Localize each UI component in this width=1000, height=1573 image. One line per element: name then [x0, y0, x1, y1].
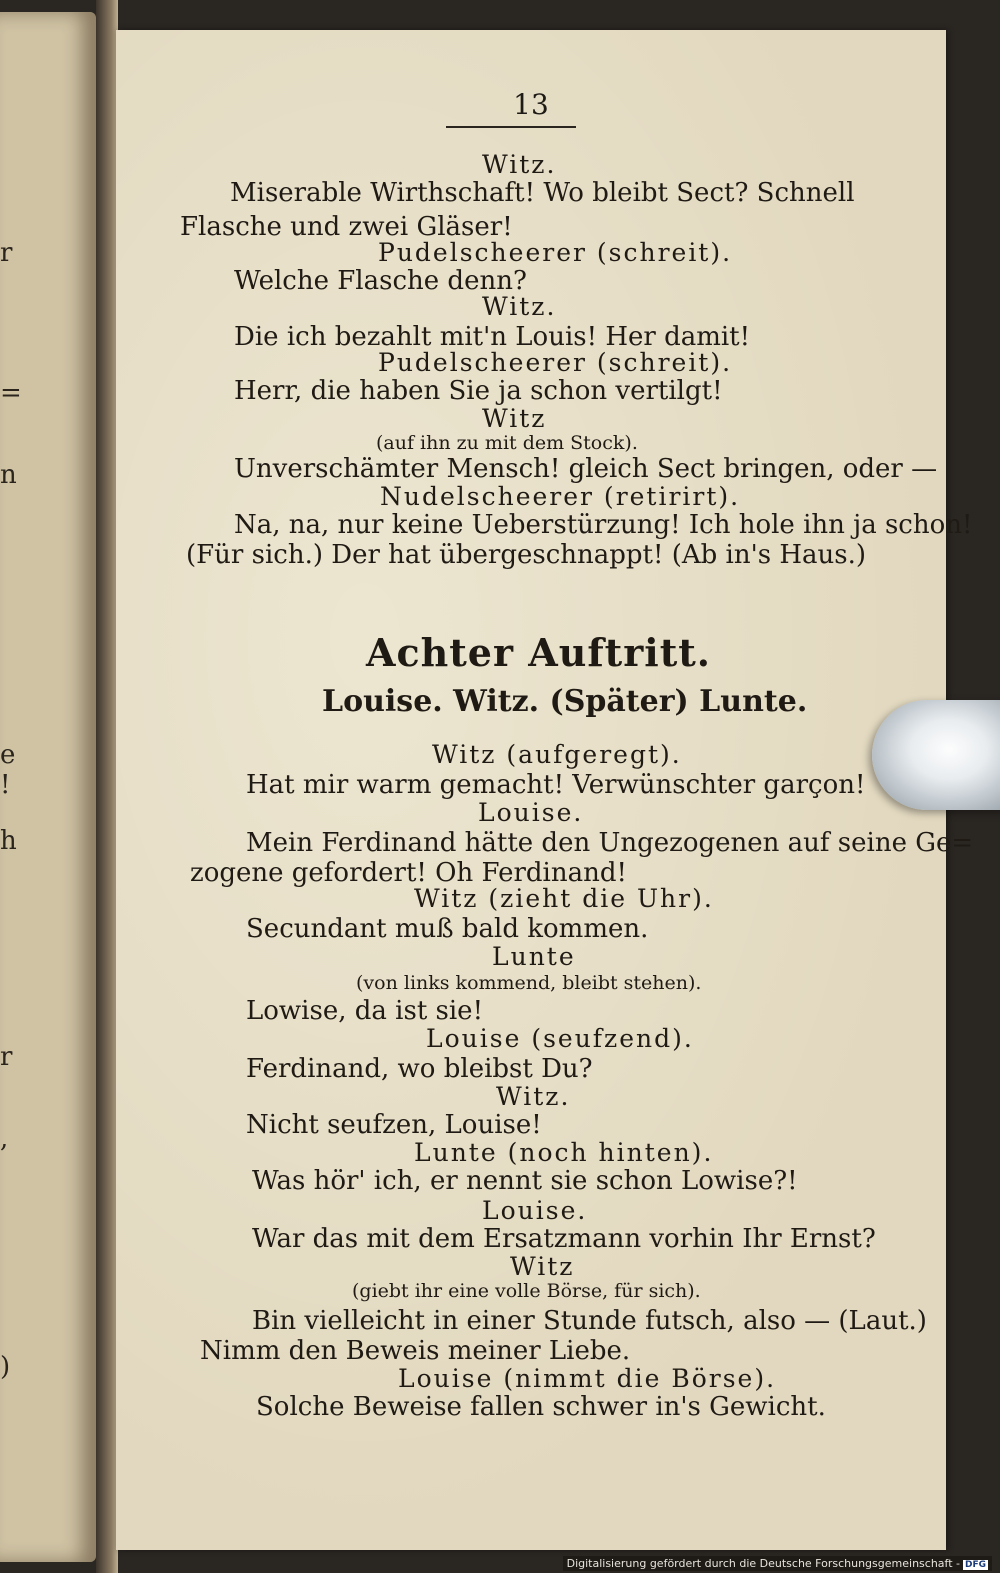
dialogue-line: zogene gefordert! Oh Ferdinand! — [190, 858, 627, 888]
dialogue-line: Miserable Wirthschaft! Wo bleibt Sect? Schnell — [230, 178, 855, 208]
speaker-name: Witz (zieht die Uhr). — [414, 884, 714, 913]
speaker-name: Louise (seufzend). — [426, 1024, 694, 1053]
dialogue-line: Bin vielleicht in einer Stunde futsch, also — (Laut.) — [252, 1306, 927, 1336]
speaker-name: Witz. — [496, 1082, 571, 1111]
dialogue-line: Herr, die haben Sie ja schon vertilgt! — [234, 376, 723, 406]
speaker-name: Witz. — [482, 292, 557, 321]
stage-direction: (auf ihn zu mit dem Stock). — [376, 432, 638, 454]
speaker-name: Pudelscheerer (schreit). — [378, 238, 733, 267]
speaker-name: Nudelscheerer (retirirt). — [380, 482, 741, 511]
speaker-name: Louise. — [478, 798, 584, 827]
speaker-name: Lunte (noch hinten). — [414, 1138, 714, 1167]
dialogue-line: Ferdinand, wo bleibst Du? — [246, 1054, 593, 1084]
dialogue-line: Na, na, nur keine Ueberstürzung! Ich hole ihn ja schon! — [234, 510, 973, 540]
speaker-name: Louise. — [482, 1196, 588, 1225]
dialogue-line: Lowise, da ist sie! — [246, 996, 484, 1026]
left-fragment: = — [0, 378, 22, 408]
scene-characters: Louise. Witz. (Später) Lunte. — [322, 684, 808, 719]
dialogue-line: Secundant muß bald kommen. — [246, 914, 649, 944]
dialogue-line: Unverschämter Mensch! gleich Sect bringen, oder — — [234, 454, 938, 484]
left-page-edge — [0, 12, 96, 1562]
dialogue-line: (Für sich.) Der hat übergeschnappt! (Ab in's Haus.) — [186, 540, 867, 570]
speaker-name: Witz — [482, 404, 547, 433]
page-number: 13 — [513, 88, 549, 121]
left-fragment: r — [0, 238, 13, 268]
left-fragment: r — [0, 1042, 13, 1072]
left-fragment: h — [0, 826, 17, 856]
left-fragment: ) — [0, 1352, 11, 1382]
dialogue-line: Flasche und zwei Gläser! — [180, 212, 513, 242]
book-gutter — [96, 0, 118, 1573]
dialogue-line: Was hör' ich, er nennt sie schon Lowise?! — [252, 1166, 798, 1196]
footer-text: Digitalisierung gefördert durch die Deutsche Forschungsgemeinschaft - — [566, 1557, 960, 1570]
left-fragment: n — [0, 460, 17, 490]
dialogue-line: Nimm den Beweis meiner Liebe. — [200, 1336, 631, 1366]
dialogue-line: Die ich bezahlt mit'n Louis! Her damit! — [234, 322, 751, 352]
dialogue-line: Welche Flasche denn? — [234, 266, 527, 296]
speaker-name: Witz — [510, 1252, 575, 1281]
dialogue-line: Mein Ferdinand hätte den Ungezogenen auf seine Ge= — [246, 828, 974, 858]
left-fragment: ! — [0, 770, 11, 800]
speaker-name: Witz. — [482, 150, 557, 179]
scene-heading: Achter Auftritt. — [366, 630, 712, 675]
page-clip — [872, 700, 1000, 810]
header-rule — [446, 126, 576, 128]
dialogue-line: Nicht seufzen, Louise! — [246, 1110, 542, 1140]
left-fragment: , — [0, 1124, 9, 1154]
stage-direction: (giebt ihr eine volle Börse, für sich). — [352, 1280, 701, 1302]
dialogue-line: Solche Beweise fallen schwer in's Gewicht. — [256, 1392, 826, 1422]
book-page — [116, 30, 974, 1550]
footer-credit — [563, 1556, 992, 1571]
speaker-name: Pudelscheerer (schreit). — [378, 348, 733, 377]
stage-direction: (von links kommend, bleibt stehen). — [356, 972, 702, 994]
speaker-name: Witz (aufgeregt). — [432, 740, 682, 769]
speaker-name: Lunte — [492, 942, 576, 971]
speaker-name: Louise (nimmt die Börse). — [398, 1364, 777, 1393]
dialogue-line: War das mit dem Ersatzmann vorhin Ihr Ernst? — [252, 1224, 876, 1254]
dfg-logo: DFG — [964, 1560, 986, 1570]
dialogue-line: Hat mir warm gemacht! Verwünschter garçon! — [246, 770, 866, 800]
left-fragment: e — [0, 740, 16, 770]
